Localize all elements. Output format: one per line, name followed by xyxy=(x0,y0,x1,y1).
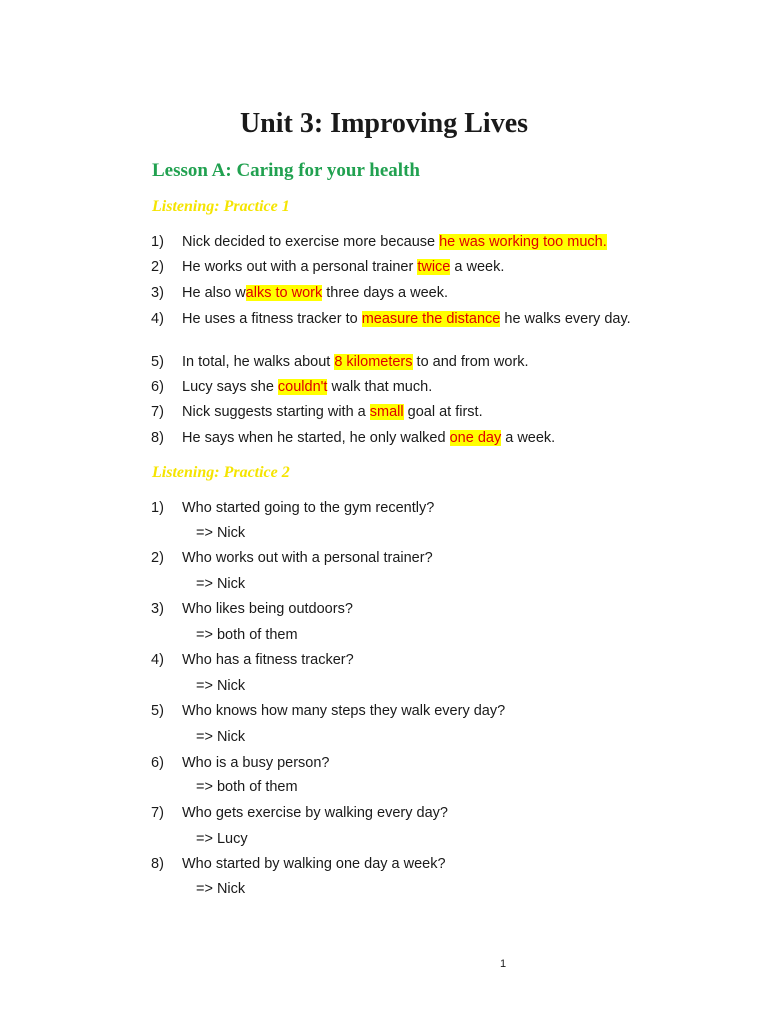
question-text: Who gets exercise by walking every day? xyxy=(182,805,448,821)
question-text: Who started going to the gym recently? xyxy=(182,500,435,516)
answer-text: => Nick xyxy=(196,881,246,897)
highlighted-answer: couldn't xyxy=(277,379,328,395)
page-title: Unit 3: Improving Lives xyxy=(239,108,529,139)
item-number: 5) xyxy=(151,354,164,370)
item-number: 7) xyxy=(151,805,164,821)
question-text: Who is a busy person? xyxy=(182,755,330,771)
item-text: Lucy says she xyxy=(182,379,278,395)
item-number: 4) xyxy=(151,652,164,668)
item-text: goal at first. xyxy=(403,404,483,420)
item-number: 4) xyxy=(151,311,164,327)
highlighted-answer: 8 kilometers xyxy=(334,354,413,370)
practice1-item xyxy=(182,259,642,276)
item-text: three days a week. xyxy=(322,285,448,301)
answer-text: => Nick xyxy=(196,729,246,745)
item-text: In total, he walks about xyxy=(182,354,335,370)
item-number: 3) xyxy=(151,601,164,617)
item-number: 8) xyxy=(151,856,164,872)
item-text: to and from work. xyxy=(412,354,529,370)
answer-text: => both of them xyxy=(196,779,298,795)
question-text: Who likes being outdoors? xyxy=(182,601,353,617)
question-text: Who works out with a personal trainer? xyxy=(182,550,433,566)
item-text: He also w xyxy=(182,285,246,301)
practice1-item xyxy=(182,285,642,302)
item-number: 6) xyxy=(151,379,164,395)
practice1-heading: Listening: Practice 1 xyxy=(152,198,290,215)
item-text: He says when he started, he only walked xyxy=(182,430,450,446)
item-number: 1) xyxy=(151,500,164,516)
item-number: 2) xyxy=(151,259,164,275)
item-text: walk that much. xyxy=(327,379,433,395)
item-number: 1) xyxy=(151,234,164,250)
answer-text: => Nick xyxy=(196,576,246,592)
highlighted-answer: alks to work xyxy=(245,285,323,301)
item-text: he walks every day. xyxy=(500,311,631,327)
item-number: 8) xyxy=(151,430,164,446)
item-number: 7) xyxy=(151,404,164,420)
practice1-item xyxy=(182,311,642,328)
item-number: 3) xyxy=(151,285,164,301)
practice1-item xyxy=(182,354,642,371)
practice2-heading: Listening: Practice 2 xyxy=(152,464,290,481)
item-number: 5) xyxy=(151,703,164,719)
highlighted-answer: measure the distance xyxy=(361,311,501,327)
item-text: He uses a fitness tracker to xyxy=(182,311,362,327)
practice1-item xyxy=(182,404,642,421)
item-text: Nick decided to exercise more because xyxy=(182,234,440,250)
item-number: 2) xyxy=(151,550,164,566)
item-text: He works out with a personal trainer xyxy=(182,259,418,275)
item-number: 6) xyxy=(151,755,164,771)
question-text: Who has a fitness tracker? xyxy=(182,652,354,668)
highlighted-answer: twice xyxy=(417,259,451,275)
answer-text: => Nick xyxy=(196,525,246,541)
question-text: Who knows how many steps they walk every day? xyxy=(182,703,506,719)
answer-text: => Lucy xyxy=(196,831,248,847)
item-text: Nick suggests starting with a xyxy=(182,404,370,420)
answer-text: => both of them xyxy=(196,627,298,643)
question-text: Who started by walking one day a week? xyxy=(182,856,446,872)
highlighted-answer: small xyxy=(369,404,404,420)
page-number: 1 xyxy=(500,958,507,970)
highlighted-answer: he was working too much. xyxy=(439,234,607,250)
practice1-item xyxy=(182,430,642,447)
highlighted-answer: one day xyxy=(449,430,502,446)
answer-text: => Nick xyxy=(196,678,246,694)
item-text: a week. xyxy=(501,430,556,446)
lesson-heading: Lesson A: Caring for your health xyxy=(152,160,420,181)
practice1-item xyxy=(182,379,642,396)
item-text: a week. xyxy=(450,259,505,275)
practice1-item xyxy=(182,234,642,251)
